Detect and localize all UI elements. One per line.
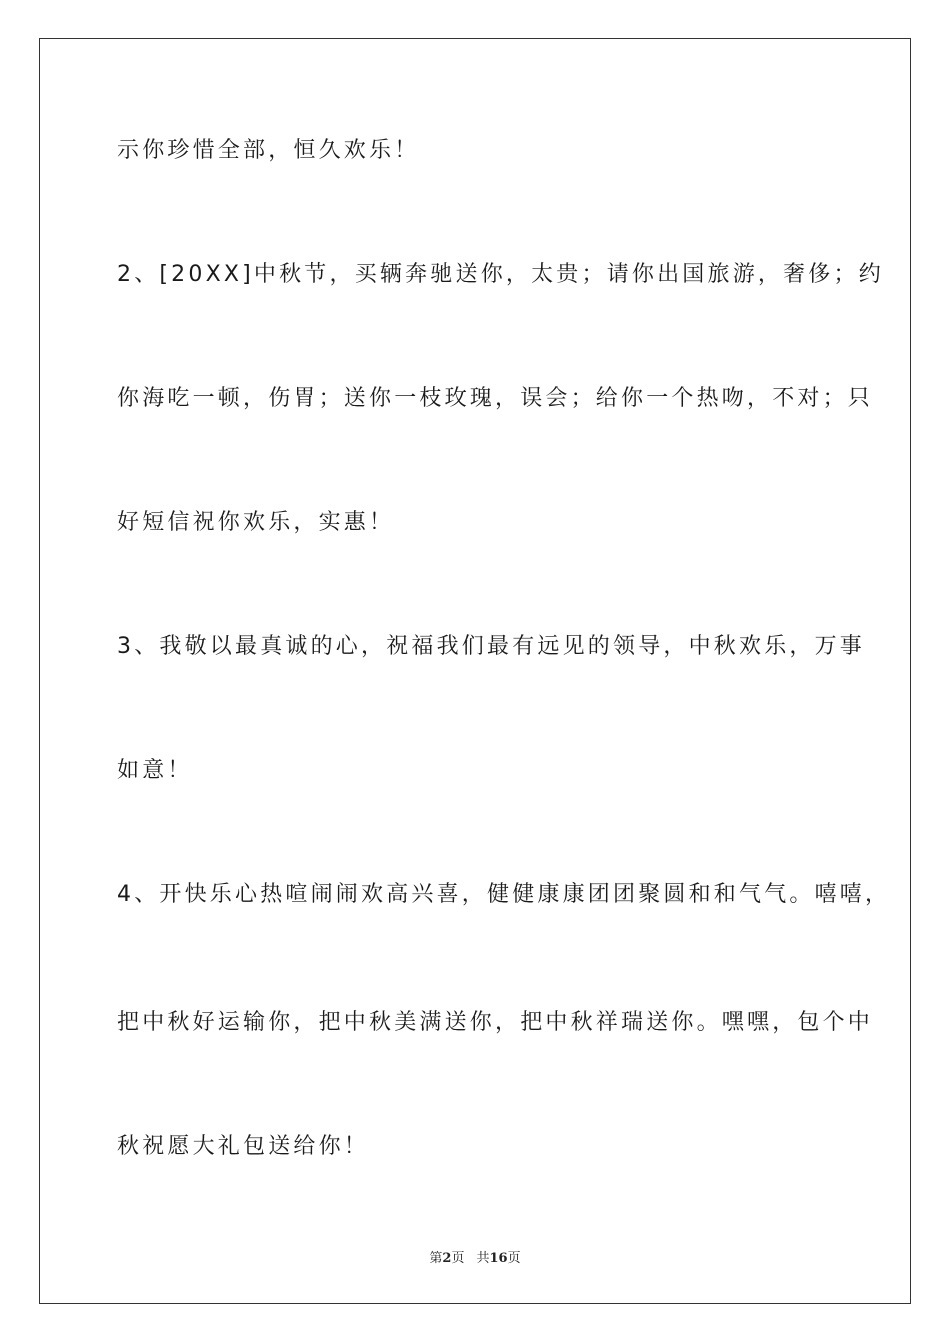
total-suffix: 页 (507, 1251, 521, 1266)
page-suffix: 页 (451, 1251, 465, 1266)
page-border (39, 38, 911, 1304)
paragraph-line: 好短信祝你欢乐，实惠！ (117, 510, 395, 535)
paragraph-line: 你海吃一顿，伤胃；送你一枝玫瑰，误会；给你一个热吻，不对；只 (117, 386, 874, 411)
current-page-number: 2 (442, 1251, 452, 1266)
page-prefix: 第 (429, 1251, 443, 1266)
total-prefix: 共 (476, 1251, 490, 1266)
total-page-count: 16 (489, 1251, 508, 1266)
paragraph-line: 如意！ (117, 758, 193, 783)
paragraph-line: 示你珍惜全部，恒久欢乐！ (117, 138, 420, 163)
paragraph-line: 2、[20XX]中秋节，买辆奔驰送你，太贵；请你出国旅游，奢侈；约 (117, 262, 884, 287)
page-footer (0, 1247, 950, 1266)
paragraph-line: 把中秋好运输你，把中秋美满送你，把中秋祥瑞送你。嘿嘿，包个中 (117, 1010, 874, 1035)
paragraph-line: 4、开快乐心热喧闹闹欢高兴喜，健健康康团团聚圆和和气气。嘻嘻， (117, 882, 891, 907)
paragraph-line: 秋祝愿大礼包送给你！ (117, 1134, 370, 1159)
paragraph-line: 3、我敬以最真诚的心，祝福我们最有远见的领导，中秋欢乐，万事 (117, 634, 865, 659)
